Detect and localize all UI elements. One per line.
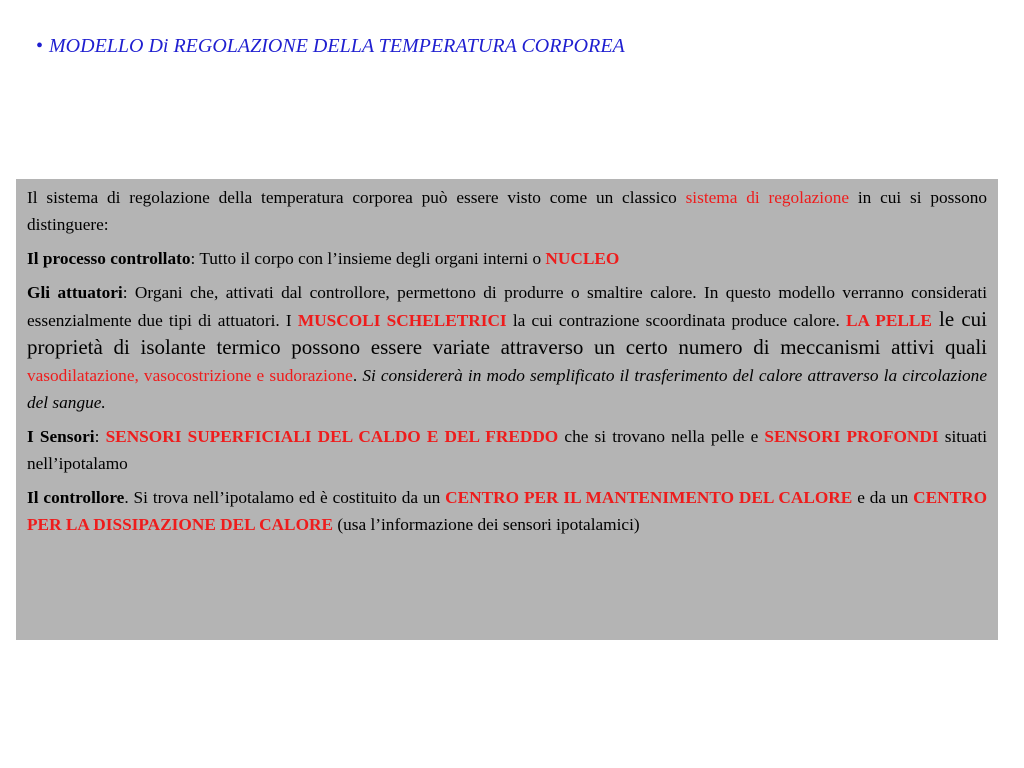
skin-text: le cui proprietà di isolante termico possono essere variate attraverso un certo numero di meccanismi attivi quali (27, 307, 987, 359)
sensors-text-end: situati nell’ipotalamo (27, 427, 987, 473)
paragraph-sensors (27, 423, 987, 477)
controlled-process-heading: Il processo controllato (27, 249, 191, 268)
intro-highlight: sistema di regolazione (685, 188, 850, 207)
intro-text-end: in cui si possono distinguere: (27, 188, 987, 234)
controller-text-end: (usa l’informazione dei sensori ipotalamici) (333, 515, 640, 534)
nucleo-highlight: NUCLEO (545, 249, 620, 268)
controller-heading: Il controllore (27, 488, 125, 507)
paragraph-actuators (27, 279, 987, 416)
sensors-heading: I Sensori (27, 427, 95, 446)
title-bullet: • (36, 35, 44, 57)
slide-title (36, 35, 625, 58)
deep-sensors-highlight: SENSORI PROFONDI (764, 427, 939, 446)
actuators-heading: Gli attuatori (27, 283, 123, 302)
skin-highlight: LA PELLE (846, 311, 932, 330)
muscles-highlight: MUSCOLI SCHELETRICI (297, 311, 507, 330)
mechanisms-highlight: vasodilatazione, vasocostrizione e sudorazione (27, 366, 353, 385)
superficial-sensors-highlight: SENSORI SUPERFICIALI DEL CALDO E DEL FREDDO (105, 427, 559, 446)
title-text: MODELLO Di REGOLAZIONE DELLA TEMPERATURA CORPOREA (49, 35, 625, 57)
paragraph-controller (27, 484, 987, 538)
heat-maintenance-center-highlight: CENTRO PER IL MANTENIMENTO DEL CALORE (445, 488, 853, 507)
content-panel (16, 179, 998, 640)
blood-circulation-note: Si considererà in modo semplificato il trasferimento del calore attraverso la circolazione del sangue. (27, 366, 987, 412)
mechanisms-separator: . (352, 366, 363, 385)
controlled-process-text: : Tutto il corpo con l’insieme degli organi interni o (190, 249, 546, 268)
muscles-text: la cui contrazione scoordinata produce calore. (506, 311, 847, 330)
actuators-text: : Organi che, attivati dal controllore, permettono di produrre o smaltire calore. In questo modello verranno considerati essenzialmente due tipi di attuatori. I (27, 283, 987, 330)
controller-connector: e da un (852, 488, 914, 507)
heat-dissipation-center-highlight: CENTRO PER LA DISSIPAZIONE DEL CALORE (27, 488, 988, 534)
intro-text: Il sistema di regolazione della temperatura corporea può essere visto come un classico (27, 188, 686, 207)
sensors-text: che si trovano nella pelle e (558, 427, 765, 446)
paragraph-controlled-process (27, 245, 987, 272)
controller-text: . Si trova nell’ipotalamo ed è costituito da un (124, 488, 446, 507)
paragraph-intro (27, 184, 987, 238)
sensors-colon: : (94, 427, 106, 446)
